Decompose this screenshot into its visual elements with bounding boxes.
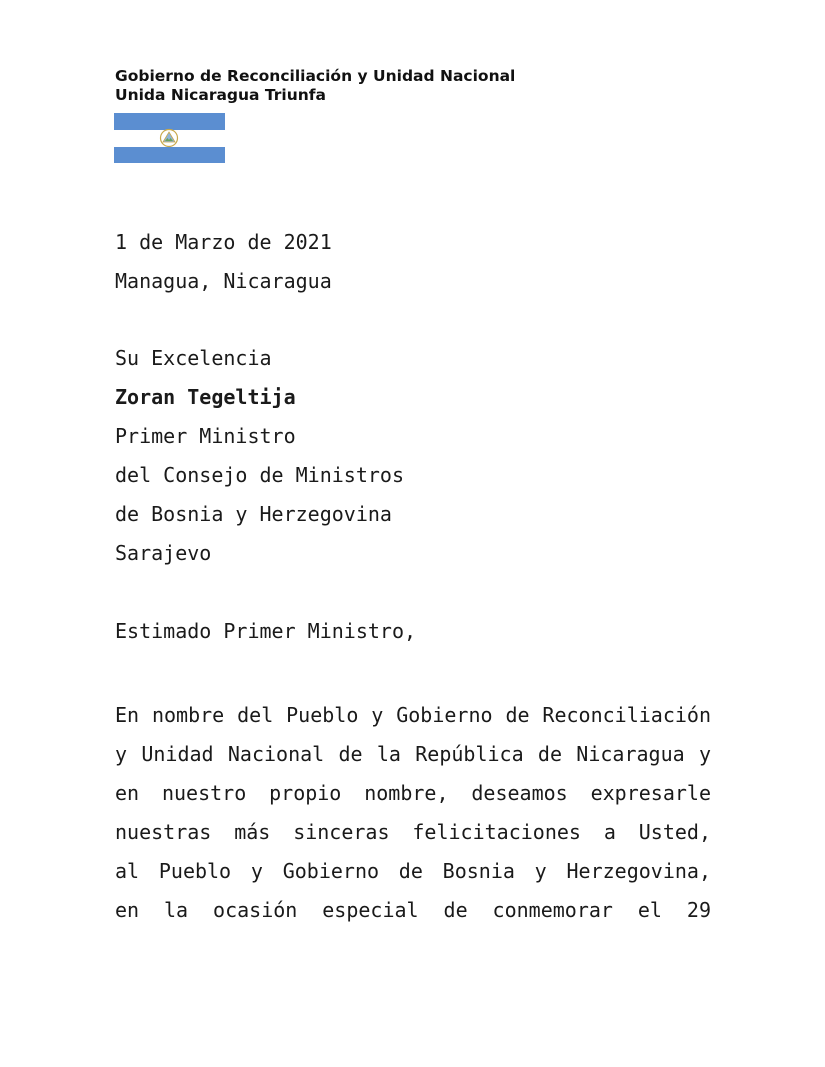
paragraph-line: y Unidad Nacional de la República de Nicaragua y <box>115 742 711 766</box>
salutation: Estimado Primer Ministro, <box>115 619 417 643</box>
recipient-city: Sarajevo <box>115 541 212 565</box>
recipient-country: de Bosnia y Herzegovina <box>115 502 392 526</box>
recipient-title: Primer Ministro <box>115 424 296 448</box>
recipient-name: Zoran Tegeltija <box>115 385 296 409</box>
letterhead-government-name: Gobierno de Reconciliación y Unidad Nacional <box>115 67 516 85</box>
letter-paragraph <box>115 696 711 930</box>
paragraph-line: en la ocasión especial de conmemorar el 29 <box>115 898 711 922</box>
paragraph-line: al Pueblo y Gobierno de Bosnia y Herzegovina, <box>115 859 711 883</box>
coat-of-arms-icon <box>158 128 180 148</box>
flag-bottom-band <box>114 147 225 164</box>
recipient-body: del Consejo de Ministros <box>115 463 404 487</box>
paragraph-line: en nuestro propio nombre, deseamos expresarle <box>115 781 711 805</box>
letter-date: 1 de Marzo de 2021 <box>115 230 332 254</box>
nicaragua-flag-icon <box>114 113 225 163</box>
paragraph-line: En nombre del Pueblo y Gobierno de Reconciliación <box>115 703 712 727</box>
paragraph-line: nuestras más sinceras felicitaciones a Usted, <box>115 820 711 844</box>
letterhead-slogan: Unida Nicaragua Triunfa <box>115 86 327 104</box>
letterhead <box>115 67 515 105</box>
recipient-honorific: Su Excelencia <box>115 346 272 370</box>
letter-place: Managua, Nicaragua <box>115 269 332 293</box>
